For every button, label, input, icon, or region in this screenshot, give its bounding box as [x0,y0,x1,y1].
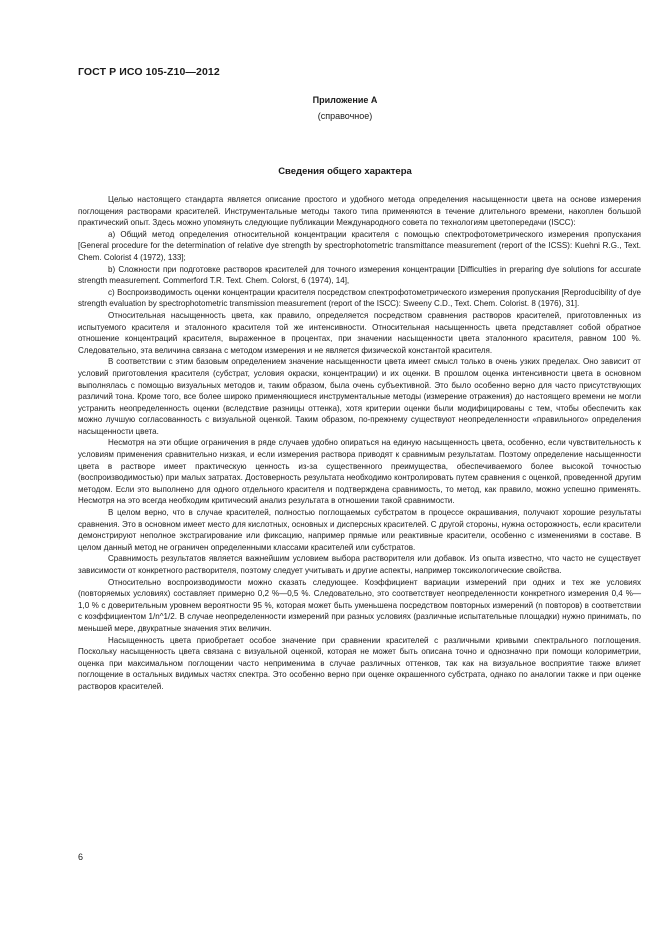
paragraph-list-item-a: a) Общий метод определения относительной концентрации красителя с помощью спектрофотометрического измерения пропускания [General procedure for the determination of relative dye strength by spectrophotometric transmittance measurement (report of the ICSS): Kuehni R.G., Text. Chem. Colorist 4 (1972), 133]; [78,229,641,262]
paragraph-general-limitations: Несмотря на эти общие ограничения в ряде случаев удобно опираться на единую насыщенность цвета, особенно, если чувствительность к условиям применения сравнительно низкая, и если измерения раствора приводят к сравнимым результатам. Поэтому определение насыщенности цвета в растворе имеет практическую ценность из-за существенного преимущества, обеспечиваемого более высокой точностью (воспроизводимостью) при малых затратах. Достоверность результата необходимо контролировать путем сравнения с оценкой, проведенной другим методом. Если это выполнено для одного отдельного красителя и подтверждена сравнимость, то метод, как правило, можно успешно применять. Несмотря на это всегда необходим критический анализ результата в отношении такой сравнимости. [78,438,641,506]
document-code-header: ГОСТ Р ИСО 105-Z10—2012 [78,66,220,78]
paragraph-relative-strength: Относительная насыщенность цвета, как правило, определяется посредством сравнения растворов красителей, приготовленных из испытуемого красителя и эталонного красителя той же интенсивности. Относительная насыщенность цвета представляет собой обратное отношение концентраций красителя, выраженное в процентах, при значении насыщенности цвета эталонного красителя, равном 100 %. Следовательно, эта величина связана с методом измерения и не является физической константой красителя. [78,310,641,355]
paragraph-intro: Целью настоящего стандарта является описание простого и удобного метода определения насыщенности цвета на основе измерения поглощения растворами красителей. Инструментальные методы такого типа применяются в течение длительного времени, накоплен большой практический опыт. Здесь можно упомянуть следующие публикации Международного совета по технологиям цветопередачи (ISCC): [78,195,641,228]
section-title: Сведения общего характера [278,166,412,177]
paragraph-dye-classes: В целом верно, что в случае красителей, полностью поглощаемых субстратом в процессе окрашивания, получают хорошие результаты сравнения. Это в основном имеет место для кислотных, основных и дисперсных красителей. С другой стороны, нужна осторожность, если красители демонстрируют неполное экстрагирование или фиксацию, например прямые или реактивные красители, особенно с изменениями в составе. В целом данный метод не ограничен определенными классами красителей или субстратов. [78,508,641,552]
body-text [78,194,641,693]
annex-title: Приложение А [312,95,378,105]
page-number: 6 [78,852,84,862]
paragraph-list-item-c: c) Воспроизводимость оценки концентрации красителя посредством спектрофотометрического измерения пропускания [Reproducibility of dye strength evaluation by spectrophotometric transmission measurement (report of the ISCC): Sweeny C.D., Text. Chem. Colorist. 8 (1976), 31]. [78,287,641,309]
paragraph-definition-limits: В соответствии с этим базовым определением значение насыщенности цвета имеет смысл только в очень узких пределах. Оно зависит от условий приготовления красителя (субстрат, условия окраски, концентрации) и их оценки. В прошлом оценка интенсивности цвета в основном выполнялась с помощью визуальных методов и, таким образом, была очень субъективной. Это было особенно верно для часто присутствующих различий тона. Кроме того, все более широко применяющиеся инструментальные методы (измерение отражения) до настоящего времени не могли устранить неопределенность оценки (вследствие разницы оттенка), хотя критерии оценки были модифицированы с тем, чтобы обеспечить как можно лучшую согласованность с визуальной оценкой. Таким образом, по-прежнему существуют неопределенности «правильного» определения насыщенности цвета. [78,357,641,436]
paragraph-spectral-curves: Насыщенность цвета приобретает особое значение при сравнении красителей с различными кривыми спектрального поглощения. Поскольку насыщенность цвета связана с визуальной оценкой, которая не может быть описана точно и однозначно при помощи колориметрии, оценка при максимальном поглощении часто неприменима в случае различных оттенков, так как на визуальное восприятие также влияет поглощение в остальных видимых частях спектра. Это особенно верно при оценке окрашенного субстрата, однако по аналогии также и при оценке растворов красителей. [78,635,641,691]
paragraph-reproducibility: Относительно воспроизводимости можно сказать следующее. Коэффициент вариации измерений при одних и тех же условиях (повторяемых условиях) составляет примерно 0,2 %—0,5 %. Следовательно, это соответствует неопределенности конкретного измерения 0,4 %—1,0 % с доверительным уровнем вероятности 95 %, которая может быть уменьшена посредством повторных измерений (n повторов) в соответствии с коэффициентом 1/n^1/2. В случае неопределенности измерений при разных условиях (различные испытательные площадки) нужно принимать, по меньшей мере, двукратные значения этих величин. [78,577,641,633]
annex-subtitle: (справочное) [317,111,373,121]
paragraph-solvent-choice: Сравнимость результатов является важнейшим условием выбора растворителя или добавок. Из опыта известно, что часто не существует зависимости от конкретного растворителя, поэтому следует учитывать и другие аспекты, например токсикологические свойства. [78,554,641,575]
paragraph-list-item-b: b) Сложности при подготовке растворов красителей для точного измерения концентрации [Difficulties in preparing dye solutions for accurate strength measurement. Commerford T.R. Text. Chem. Colorst, 6 (1974), 14], [78,264,641,286]
